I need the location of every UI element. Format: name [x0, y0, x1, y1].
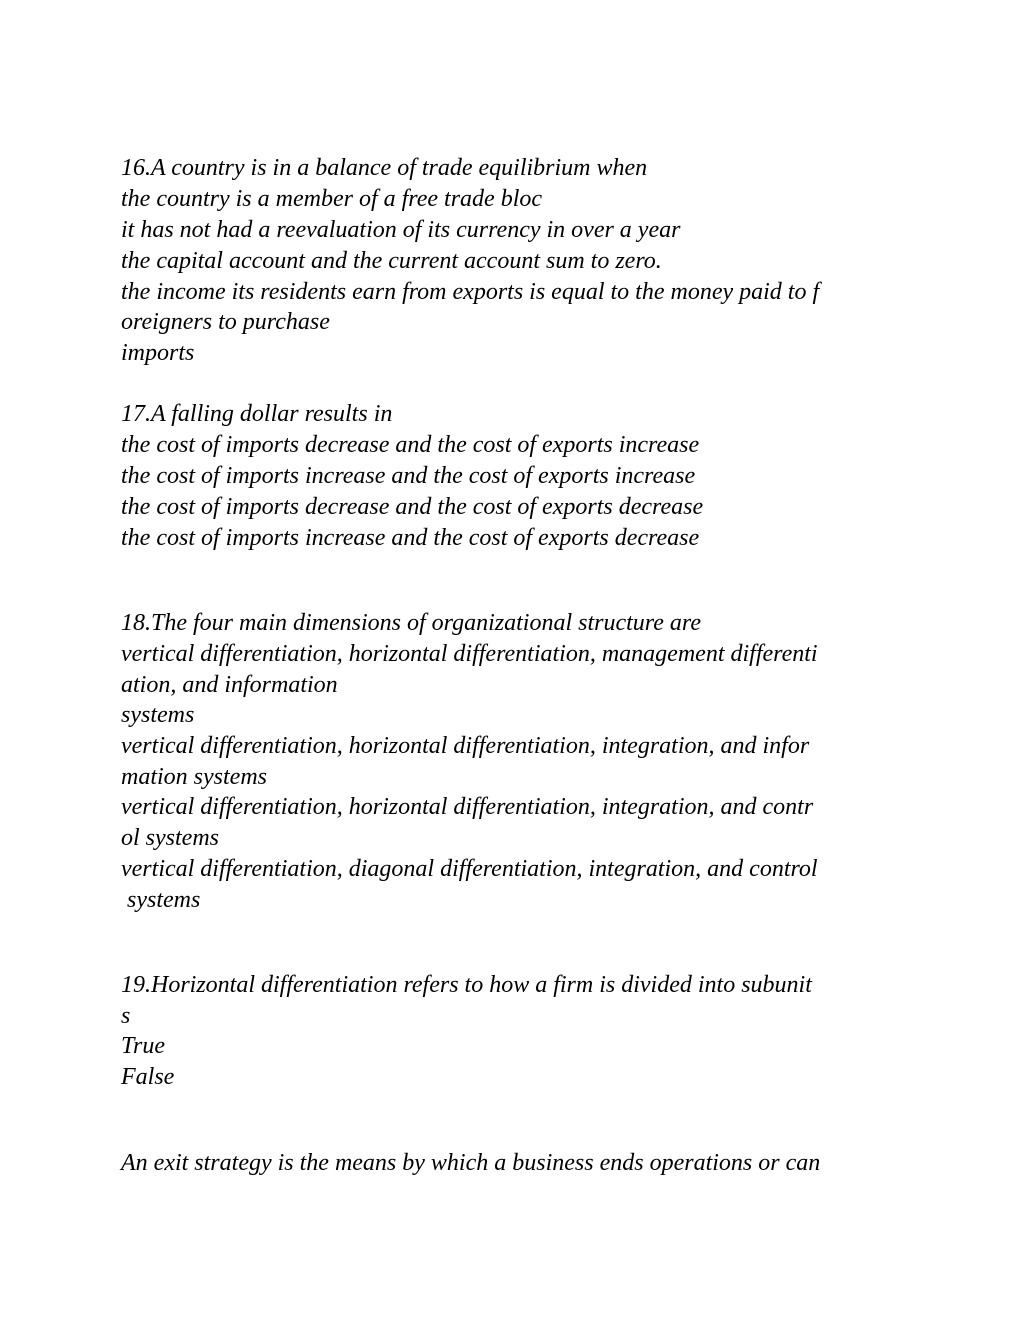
question-18-option-a-line-1: vertical differentiation, horizontal differentiation, management differenti: [121, 641, 818, 667]
question-19-text-line-1: 19.Horizontal differentiation refers to how a firm is divided into subunit: [121, 972, 812, 998]
question-18-option-b-line-2: mation systems: [121, 764, 267, 790]
exit-strategy-paragraph: An exit strategy is the means by which a business ends operations or can: [121, 1150, 821, 1176]
question-18-option-c-line-1: vertical differentiation, horizontal differentiation, integration, and contr: [121, 794, 814, 820]
question-17-text: 17.A falling dollar results in: [121, 401, 393, 427]
question-16-option-c: the capital account and the current account sum to zero.: [121, 248, 662, 274]
question-17-option-a: the cost of imports decrease and the cost of exports increase: [121, 432, 700, 458]
question-19-option-true: True: [121, 1033, 166, 1059]
question-18-option-a-line-2: ation, and information: [121, 672, 338, 698]
question-16-option-a: the country is a member of a free trade bloc: [121, 186, 543, 212]
question-18-option-c-line-2: ol systems: [121, 825, 219, 851]
question-19-option-false: False: [121, 1064, 175, 1090]
question-16-option-d-line-1: the income its residents earn from exports is equal to the money paid to f: [121, 279, 820, 305]
question-16-option-d-line-3: imports: [121, 340, 195, 366]
question-17-option-c: the cost of imports decrease and the cost of exports decrease: [121, 494, 704, 520]
question-17-option-d: the cost of imports increase and the cost of exports decrease: [121, 525, 700, 551]
question-18-option-d-line-1: vertical differentiation, diagonal differentiation, integration, and control: [121, 856, 818, 882]
question-18-text: 18.The four main dimensions of organizational structure are: [121, 610, 702, 636]
question-16-option-b: it has not had a reevaluation of its currency in over a year: [121, 217, 681, 243]
question-18-option-a-line-3: systems: [121, 702, 195, 728]
question-19-text-line-2: s: [121, 1003, 131, 1029]
question-16-option-d-line-2: oreigners to purchase: [121, 309, 330, 335]
question-18-option-b-line-1: vertical differentiation, horizontal differentiation, integration, and infor: [121, 733, 810, 759]
question-17-option-b: the cost of imports increase and the cost of exports increase: [121, 463, 696, 489]
question-16-text: 16.A country is in a balance of trade equilibrium when: [121, 155, 648, 181]
question-18-option-d-line-2: systems: [121, 887, 201, 913]
